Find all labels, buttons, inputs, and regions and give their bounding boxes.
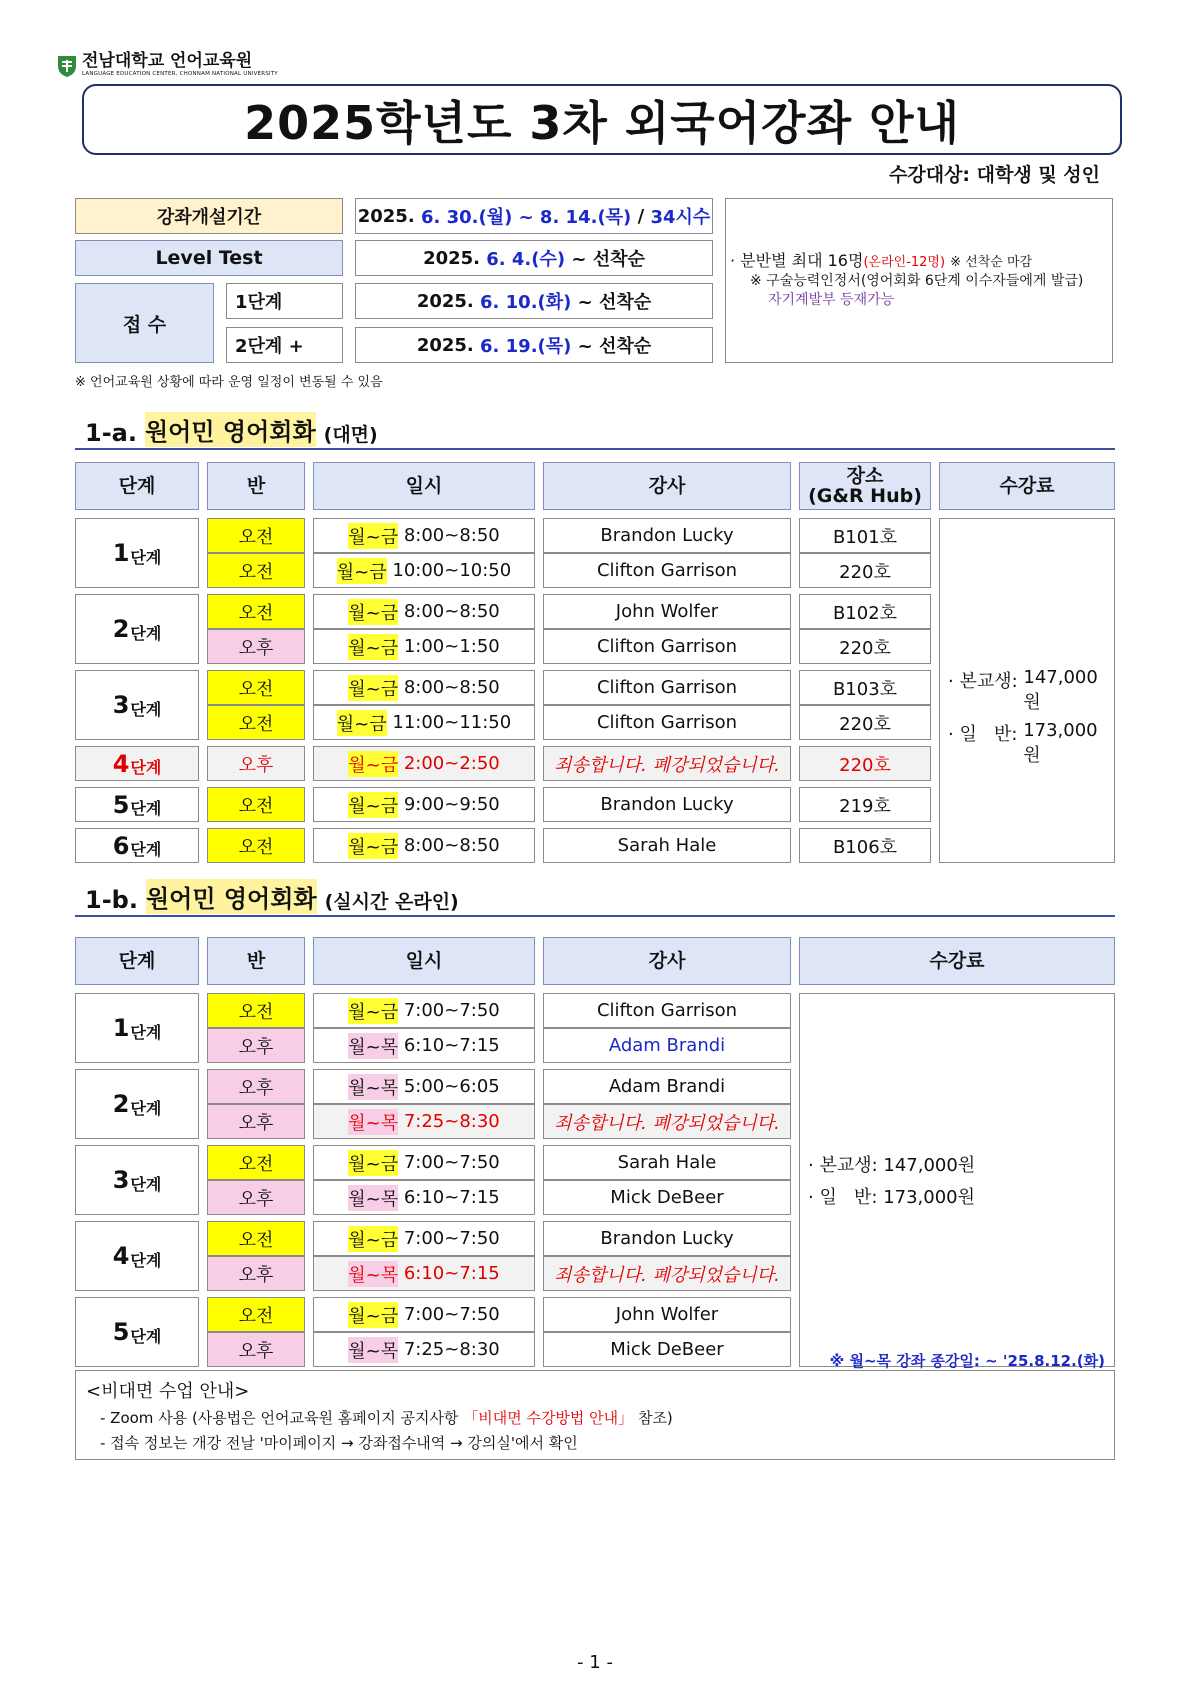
schedule-hours: 8:00~8:50 bbox=[403, 835, 500, 856]
stage-suffix: 단계 bbox=[130, 1326, 162, 1346]
header-class: 반 bbox=[207, 937, 305, 985]
section-a-suffix: (대면) bbox=[323, 424, 378, 446]
section-a-name: 원어민 영어회화 bbox=[145, 412, 316, 447]
period-year: 2025. bbox=[357, 205, 415, 227]
level-date: 6. 4.(수) bbox=[486, 249, 566, 270]
reg2-year: 2025. bbox=[416, 334, 474, 356]
schedule-time bbox=[313, 670, 535, 705]
stage-suffix: 단계 bbox=[130, 758, 162, 777]
stage-cell bbox=[75, 1145, 199, 1215]
schedule-hours: 2:00~2:50 bbox=[403, 753, 500, 774]
class-period: 오전 bbox=[207, 670, 305, 705]
class-period: 오전 bbox=[207, 1145, 305, 1180]
online-info-line1: - Zoom 사용 (사용법은 언어교육원 홈페이지 공지사항 「비대면 수강방법 안내」 참조) bbox=[100, 1409, 673, 1427]
header-stage: 단계 bbox=[75, 937, 199, 985]
schedule-time bbox=[313, 1028, 535, 1063]
teacher-name: Mick DeBeer bbox=[543, 1332, 791, 1367]
header-teacher: 강사 bbox=[543, 937, 791, 985]
stage-cell bbox=[75, 1297, 199, 1367]
teacher-name: Mick DeBeer bbox=[543, 1180, 791, 1215]
fee-general-value: 173,000원 bbox=[1023, 720, 1098, 766]
class-period: 오전 bbox=[207, 705, 305, 740]
schedule-days: 월~목 bbox=[348, 1337, 398, 1363]
reg1-date: 6. 10.(화) bbox=[480, 292, 572, 313]
schedule-time bbox=[313, 993, 535, 1028]
schedule-days: 월~금 bbox=[337, 558, 387, 584]
fee-student-label: · 본교생: bbox=[808, 1155, 878, 1176]
class-period: 오후 bbox=[207, 746, 305, 781]
room: B103호 bbox=[799, 670, 931, 705]
stage-number: 2 bbox=[112, 1090, 130, 1118]
period-value bbox=[355, 198, 713, 234]
teacher-name: Clifton Garrison bbox=[543, 670, 791, 705]
schedule-time bbox=[313, 1256, 535, 1291]
teacher-name: Clifton Garrison bbox=[543, 629, 791, 664]
level-year: 2025. bbox=[423, 247, 480, 269]
section-b-rule bbox=[75, 915, 1115, 917]
logo bbox=[56, 52, 278, 82]
schedule-days: 월~금 bbox=[348, 1226, 398, 1252]
logo-subtitle: LANGUAGE EDUCATION CENTER, CHONNAM NATIONAL UNIVERSITY bbox=[82, 71, 278, 77]
schedule-hours: 11:00~11:50 bbox=[392, 712, 512, 733]
stage-number: 3 bbox=[112, 1166, 130, 1194]
schedule-notes-box bbox=[725, 198, 1113, 363]
schedule-time bbox=[313, 1104, 535, 1139]
stage-cell bbox=[75, 1069, 199, 1139]
certificate-note: ※ 구술능력인정서(영어회화 6단계 이수자들에게 발급) bbox=[750, 273, 1084, 289]
schedule-hours: 7:00~7:50 bbox=[403, 1228, 500, 1249]
stage-suffix: 단계 bbox=[130, 799, 162, 818]
level-test-value bbox=[355, 240, 713, 276]
header-room: 장소 (G&R Hub) bbox=[799, 462, 931, 510]
teacher-name: Brandon Lucky bbox=[543, 518, 791, 553]
schedule-hours: 8:00~8:50 bbox=[403, 677, 500, 698]
capacity-note: · 분반별 최대 16명(온라인-12명) ※ 선착순 마감 bbox=[730, 251, 1033, 270]
cancelled-notice: 죄송합니다. 폐강되었습니다. bbox=[543, 1104, 791, 1139]
stage-suffix: 단계 bbox=[130, 1250, 162, 1270]
period-slash: / bbox=[637, 205, 645, 227]
header-class: 반 bbox=[207, 462, 305, 510]
schedule-time bbox=[313, 746, 535, 781]
fee-general bbox=[808, 1183, 1114, 1209]
schedule-hours: 7:00~7:50 bbox=[403, 1304, 500, 1325]
room: 219호 bbox=[799, 787, 931, 822]
title-box bbox=[82, 84, 1122, 155]
header-teacher: 강사 bbox=[543, 462, 791, 510]
teacher-name: Sarah Hale bbox=[543, 828, 791, 863]
class-period: 오후 bbox=[207, 1069, 305, 1104]
schedule-time bbox=[313, 553, 535, 588]
online-capacity: (온라인-12명) bbox=[863, 255, 946, 270]
stage-cell bbox=[75, 993, 199, 1063]
class-period: 오전 bbox=[207, 1297, 305, 1332]
room: 220호 bbox=[799, 746, 931, 781]
schedule-hours: 8:00~8:50 bbox=[403, 525, 500, 546]
section-a-heading bbox=[85, 417, 378, 447]
schedule-days: 월~목 bbox=[348, 1109, 398, 1135]
schedule-days: 월~금 bbox=[348, 792, 398, 818]
period-hours: 34시수 bbox=[650, 207, 711, 228]
section-b-suffix: (실시간 온라인) bbox=[324, 891, 459, 913]
period-dates: 6. 30.(월) ~ 8. 14.(목) bbox=[420, 207, 632, 228]
schedule-days: 월~금 bbox=[348, 1302, 398, 1328]
room: B102호 bbox=[799, 594, 931, 629]
logo-name: 전남대학교 언어교육원 bbox=[82, 51, 253, 71]
registration-2-label: 2단계 + bbox=[226, 327, 343, 363]
class-period: 오후 bbox=[207, 629, 305, 664]
stage-cell bbox=[75, 828, 199, 863]
fee-general-label: · 일 반: bbox=[948, 724, 1018, 745]
schedule-time bbox=[313, 1297, 535, 1332]
fee-student-value: 147,000원 bbox=[883, 1155, 976, 1176]
online-info-line2: - 접속 정보는 개강 전날 '마이페이지 → 강좌접수내역 → 강의실'에서 확인 bbox=[100, 1434, 578, 1452]
schedule-days: 월~금 bbox=[348, 1150, 398, 1176]
class-period: 오전 bbox=[207, 594, 305, 629]
fee-general-value: 173,000원 bbox=[883, 1187, 976, 1208]
section-a-num: 1-a. bbox=[85, 419, 137, 447]
schedule-hours: 6:10~7:15 bbox=[403, 1035, 500, 1056]
schedule-days: 월~목 bbox=[348, 1033, 398, 1059]
stage-number: 3 bbox=[112, 691, 130, 719]
schedule-time bbox=[313, 1069, 535, 1104]
fee-general bbox=[948, 720, 1114, 767]
registration-1-label: 1단계 bbox=[226, 283, 343, 319]
teacher-name: Clifton Garrison bbox=[543, 993, 791, 1028]
schedule-hours: 9:00~9:50 bbox=[403, 794, 500, 815]
reg1-year: 2025. bbox=[416, 290, 474, 312]
stage-number: 4 bbox=[112, 749, 130, 778]
class-period: 오전 bbox=[207, 828, 305, 863]
cancelled-notice: 죄송합니다. 폐강되었습니다. bbox=[543, 1256, 791, 1291]
stage-cell bbox=[75, 518, 199, 588]
schedule-days: 월~금 bbox=[348, 634, 398, 660]
stage-number: 1 bbox=[112, 539, 130, 567]
schedule-days: 월~목 bbox=[348, 1261, 398, 1287]
stage-cell bbox=[75, 787, 199, 822]
stage-suffix: 단계 bbox=[130, 1174, 162, 1194]
schedule-time bbox=[313, 518, 535, 553]
self-development-note: 자기계발부 등재가능 bbox=[768, 292, 895, 308]
class-period: 오후 bbox=[207, 1028, 305, 1063]
class-period: 오전 bbox=[207, 1221, 305, 1256]
section-b-num: 1-b. bbox=[85, 886, 138, 914]
stage-suffix: 단계 bbox=[130, 623, 162, 643]
schedule-hours: 10:00~10:50 bbox=[392, 560, 512, 581]
teacher-name: John Wolfer bbox=[543, 594, 791, 629]
stage-number: 2 bbox=[112, 615, 130, 643]
fee-student-label: · 본교생: bbox=[948, 671, 1018, 692]
page-number: - 1 - bbox=[577, 1652, 613, 1673]
room: 220호 bbox=[799, 705, 931, 740]
stage-number: 5 bbox=[112, 790, 130, 819]
class-period: 오전 bbox=[207, 993, 305, 1028]
class-period: 오후 bbox=[207, 1180, 305, 1215]
schedule-days: 월~금 bbox=[348, 833, 398, 859]
schedule-hours: 8:00~8:50 bbox=[403, 601, 500, 622]
teacher-name: Sarah Hale bbox=[543, 1145, 791, 1180]
reg1-tail: ~ 선착순 bbox=[577, 292, 652, 313]
header-fee: 수강료 bbox=[799, 937, 1115, 985]
teacher-name: Adam Brandi bbox=[543, 1028, 791, 1063]
stage-suffix: 단계 bbox=[130, 699, 162, 719]
first-come-note: ※ 선착순 마감 bbox=[950, 255, 1033, 270]
fee-box bbox=[939, 518, 1115, 863]
teacher-name: Adam Brandi bbox=[543, 1069, 791, 1104]
schedule-days: 월~금 bbox=[337, 710, 387, 736]
header-fee: 수강료 bbox=[939, 462, 1115, 510]
schedule-hours: 6:10~7:15 bbox=[403, 1187, 500, 1208]
fee-box bbox=[799, 993, 1115, 1367]
teacher-name: Brandon Lucky bbox=[543, 1221, 791, 1256]
stage-cell bbox=[75, 670, 199, 740]
schedule-time bbox=[313, 1332, 535, 1367]
schedule-days: 월~금 bbox=[348, 998, 398, 1024]
online-info-box bbox=[75, 1370, 1115, 1460]
class-period: 오후 bbox=[207, 1332, 305, 1367]
class-period: 오전 bbox=[207, 787, 305, 822]
teacher-name: Clifton Garrison bbox=[543, 705, 791, 740]
stage-cell bbox=[75, 1221, 199, 1291]
schedule-time bbox=[313, 705, 535, 740]
schedule-time bbox=[313, 629, 535, 664]
schedule-time bbox=[313, 594, 535, 629]
stage-number: 4 bbox=[112, 1242, 130, 1270]
stage-number: 1 bbox=[112, 1014, 130, 1042]
level-test-label: Level Test bbox=[75, 240, 343, 276]
teacher-name: Clifton Garrison bbox=[543, 553, 791, 588]
teacher-name: John Wolfer bbox=[543, 1297, 791, 1332]
schedule-days: 월~금 bbox=[348, 523, 398, 549]
schedule-days: 월~금 bbox=[348, 675, 398, 701]
schedule-hours: 1:00~1:50 bbox=[403, 636, 500, 657]
class-period: 오전 bbox=[207, 553, 305, 588]
stage-suffix: 단계 bbox=[130, 840, 162, 859]
reg2-tail: ~ 선착순 bbox=[577, 336, 652, 357]
reg2-date: 6. 19.(목) bbox=[480, 336, 572, 357]
schedule-hours: 5:00~6:05 bbox=[403, 1076, 500, 1097]
registration-1-value bbox=[355, 283, 713, 319]
room: 220호 bbox=[799, 629, 931, 664]
schedule-hours: 7:25~8:30 bbox=[403, 1339, 500, 1360]
header-stage: 단계 bbox=[75, 462, 199, 510]
room: B101호 bbox=[799, 518, 931, 553]
room: 220호 bbox=[799, 553, 931, 588]
schedule-time bbox=[313, 1221, 535, 1256]
university-emblem-icon bbox=[56, 54, 78, 78]
online-guide-link[interactable]: 「비대면 수강방법 안내」 bbox=[463, 1409, 634, 1427]
schedule-footnote: ※ 언어교육원 상황에 따라 운영 일정이 변동될 수 있음 bbox=[75, 375, 383, 390]
period-label: 강좌개설기간 bbox=[75, 198, 343, 234]
stage-suffix: 단계 bbox=[130, 547, 162, 567]
mon-thu-end-note: ※ 월~목 강좌 종강일: ~ '25.8.12.(화) bbox=[829, 1352, 1105, 1370]
registration-label: 접 수 bbox=[75, 283, 214, 363]
stage-suffix: 단계 bbox=[130, 1022, 162, 1042]
target-audience: 수강대상: 대학생 및 성인 bbox=[889, 164, 1100, 186]
fee-student bbox=[948, 667, 1114, 714]
schedule-time bbox=[313, 1180, 535, 1215]
section-a-rule bbox=[75, 448, 1115, 450]
stage-suffix: 단계 bbox=[130, 1098, 162, 1118]
schedule-hours: 6:10~7:15 bbox=[403, 1263, 500, 1284]
online-info-title: <비대면 수업 안내> bbox=[86, 1381, 250, 1402]
schedule-hours: 7:25~8:30 bbox=[403, 1111, 500, 1132]
schedule-time bbox=[313, 787, 535, 822]
schedule-days: 월~금 bbox=[348, 599, 398, 625]
fee-student-value: 147,000원 bbox=[1023, 667, 1098, 713]
page-title: 2025학년도 3차 외국어강좌 안내 bbox=[244, 95, 960, 150]
schedule-days: 월~금 bbox=[348, 751, 398, 777]
registration-2-value bbox=[355, 327, 713, 363]
class-period: 오후 bbox=[207, 1104, 305, 1139]
class-period: 오전 bbox=[207, 518, 305, 553]
schedule-days: 월~목 bbox=[348, 1185, 398, 1211]
schedule-hours: 7:00~7:50 bbox=[403, 1152, 500, 1173]
header-time: 일시 bbox=[313, 937, 535, 985]
stage-cell bbox=[75, 746, 199, 781]
class-period: 오후 bbox=[207, 1256, 305, 1291]
schedule-time bbox=[313, 1145, 535, 1180]
stage-number: 6 bbox=[112, 831, 130, 860]
fee-student bbox=[808, 1151, 1114, 1177]
schedule-hours: 7:00~7:50 bbox=[403, 1000, 500, 1021]
room: B106호 bbox=[799, 828, 931, 863]
cancelled-notice: 죄송합니다. 폐강되었습니다. bbox=[543, 746, 791, 781]
schedule-days: 월~목 bbox=[348, 1074, 398, 1100]
section-b-name: 원어민 영어회화 bbox=[146, 879, 317, 914]
header-time: 일시 bbox=[313, 462, 535, 510]
section-b-heading bbox=[85, 884, 459, 914]
level-tail: ~ 선착순 bbox=[571, 249, 645, 270]
teacher-name: Brandon Lucky bbox=[543, 787, 791, 822]
schedule-time bbox=[313, 828, 535, 863]
fee-general-label: · 일 반: bbox=[808, 1187, 878, 1208]
stage-cell bbox=[75, 594, 199, 664]
stage-number: 5 bbox=[112, 1318, 130, 1346]
